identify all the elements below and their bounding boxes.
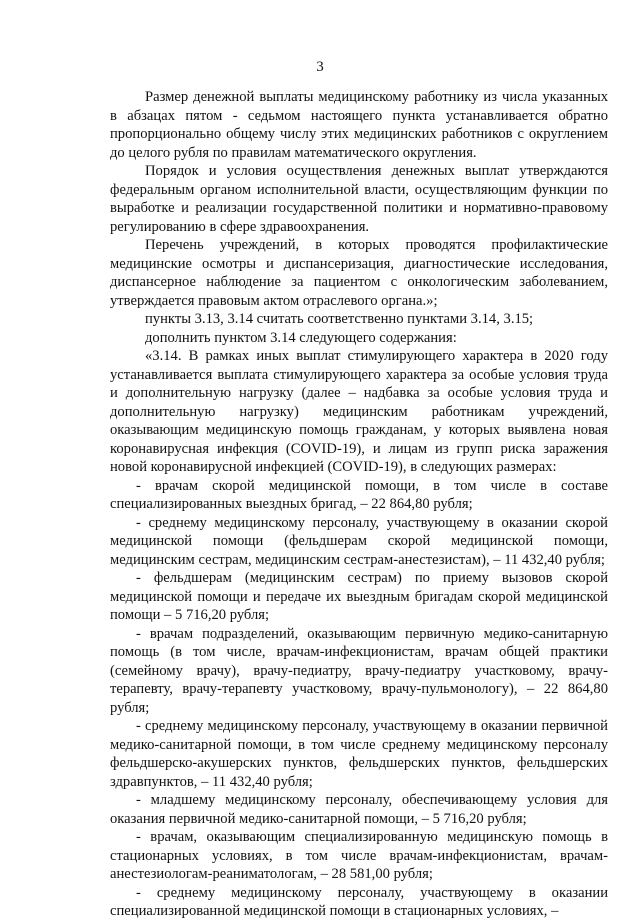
list-item-primary-care-doctors: - врачам подразделений, оказывающим первичную медико-санитарную помощь (в том числе, врачам-инфекционистам, врачам общей практики (семейному врачу), врачу-педиатру, врачу-педиатру участковому, врачу-терапевту, врачу-терапевту участковому, врачу-пульмонологу), – 22 864,80 рубля; bbox=[110, 625, 608, 716]
list-item-junior-staff: - младшему медицинскому персоналу, обеспечивающему условия для оказания первичной медико-санитарной помощи, – 5 716,20 рубля; bbox=[110, 792, 608, 827]
list-item-ambulance-nurses: - среднему медицинскому персоналу, участвующему в оказании скорой медицинской помощи (фельдшерам скорой медицинской помощи, медицинским сестрам, медицинским сестрам-анестезистам), – 11 432,40 рубля; bbox=[110, 514, 608, 568]
list-item-inpatient-nurses: - среднему медицинскому персоналу, участвующему в оказании специализированной медицинской помощи в стационарных условиях, – bbox=[110, 884, 608, 919]
list-item-primary-care-nurses: - среднему медицинскому персоналу, участвующему в оказании первичной медико-санитарной помощи, в том числе среднему медицинскому персоналу фельдшерско-акушерских пунктов, фельдшерских пунктов, фельдшерских здравпунктов, – 11 432,40 рубля; bbox=[110, 718, 608, 790]
list-item-dispatch-paramedics: - фельдшерам (медицинским сестрам) по приему вызовов скорой медицинской помощи и передаче их выездным бригадам скорой медицинской помощи – 5 716,20 рубля; bbox=[110, 570, 608, 623]
paragraph-clause-3-14: «3.14. В рамках иных выплат стимулирующего характера в 2020 году устанавливается выплата стимулирующего характера за особые условия труда и дополнительную нагрузку (далее – надбавка за особые условия труда и дополнительную нагрузку) медицинским работникам учреждений, оказывающим медицинскую помощь гражданам, у которых выявлена новая коронавирусная инфекция (COVID-19), и лицам из групп риска заражения новой коронавирусной инфекцией (COVID-19), в следующих размерах: bbox=[110, 348, 608, 475]
page-number: 3 bbox=[316, 59, 324, 75]
list-item-inpatient-doctors: - врачам, оказывающим специализированную медицинскую помощь в стационарных условиях, в том числе врачам-инфекционистам, врачам-анестезиологам-реаниматологам, – 28 581,00 рубля; bbox=[110, 829, 608, 882]
paragraph-renumbering: пункты 3.13, 3.14 считать соответственно пунктами 3.14, 3.15; bbox=[145, 311, 534, 327]
paragraph-institutions-list: Перечень учреждений, в которых проводятся профилактические медицинские осмотры и диспансеризация, диагностические исследования, диспансерное наблюдение за пациентом с онкологическим заболеванием, утверждается правовым актом отраслевого органа.»; bbox=[110, 237, 608, 309]
paragraph-payment-size: Размер денежной выплаты медицинскому работнику из числа указанных в абзацах пятом - седьмом настоящего пункта устанавливается обратно пропорционально общему числу этих медицинских работников с округлением до целого рубля по правилам математического округления. bbox=[110, 89, 608, 161]
list-item-ambulance-doctors: - врачам скорой медицинской помощи, в том числе в составе специализированных выездных бригад, – 22 864,80 рубля; bbox=[110, 477, 608, 512]
paragraph-procedure: Порядок и условия осуществления денежных выплат утверждаются федеральным органом исполнительной власти, осуществляющим функции по выработке и реализации государственной политики и нормативно-правовому регулированию в сфере здравоохранения. bbox=[110, 163, 608, 235]
paragraph-amendment-intro: дополнить пунктом 3.14 следующего содержания: bbox=[145, 329, 457, 346]
document-body bbox=[110, 88, 608, 921]
